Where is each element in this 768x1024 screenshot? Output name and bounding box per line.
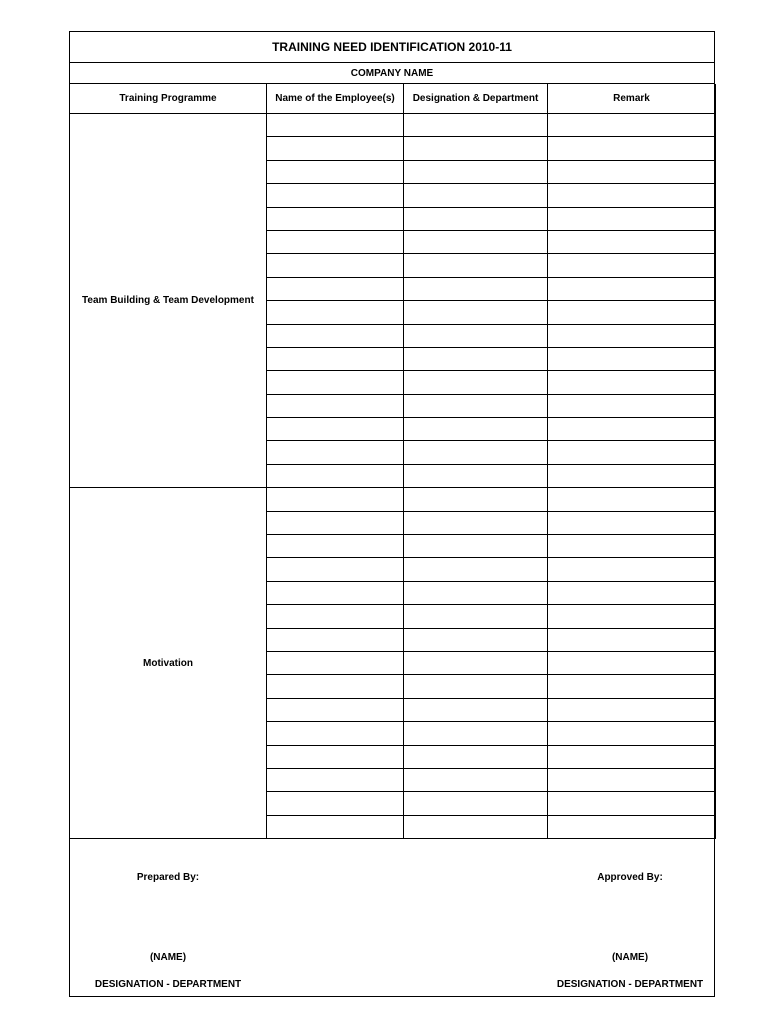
remark-cell[interactable] bbox=[548, 254, 716, 277]
employee-name-cell[interactable] bbox=[267, 441, 404, 464]
remark-cell[interactable] bbox=[548, 605, 716, 628]
remark-cell[interactable] bbox=[548, 441, 716, 464]
designation-department-cell[interactable] bbox=[404, 768, 548, 791]
remark-cell[interactable] bbox=[548, 301, 716, 324]
employee-name-cell[interactable] bbox=[267, 768, 404, 791]
designation-department-cell[interactable] bbox=[404, 160, 548, 183]
approved-by-label: Approved By: bbox=[597, 872, 663, 883]
approved-by-name: (NAME) bbox=[611, 952, 649, 963]
employee-name-cell[interactable] bbox=[267, 558, 404, 581]
designation-department-cell[interactable] bbox=[404, 324, 548, 347]
employee-name-cell[interactable] bbox=[267, 628, 404, 651]
training-need-form bbox=[69, 31, 715, 997]
remark-cell[interactable] bbox=[548, 628, 716, 651]
designation-department-cell[interactable] bbox=[404, 511, 548, 534]
designation-department-cell[interactable] bbox=[404, 464, 548, 487]
designation-department-cell[interactable] bbox=[404, 394, 548, 417]
designation-department-cell[interactable] bbox=[404, 277, 548, 300]
remark-cell[interactable] bbox=[548, 768, 716, 791]
table-row bbox=[70, 114, 716, 137]
designation-department-cell[interactable] bbox=[404, 698, 548, 721]
employee-name-cell[interactable] bbox=[267, 792, 404, 815]
employee-name-cell[interactable] bbox=[267, 371, 404, 394]
training-table bbox=[69, 84, 716, 839]
designation-department-cell[interactable] bbox=[404, 581, 548, 604]
designation-department-cell[interactable] bbox=[404, 230, 548, 253]
form-title: TRAINING NEED IDENTIFICATION 2010-11 bbox=[70, 32, 714, 63]
designation-department-cell[interactable] bbox=[404, 815, 548, 838]
designation-department-cell[interactable] bbox=[404, 675, 548, 698]
employee-name-cell[interactable] bbox=[267, 651, 404, 674]
designation-department-cell[interactable] bbox=[404, 488, 548, 511]
employee-name-cell[interactable] bbox=[267, 394, 404, 417]
prepared-by-name: (NAME) bbox=[149, 952, 187, 963]
training-programme-cell: Team Building & Team Development bbox=[70, 114, 267, 488]
remark-cell[interactable] bbox=[548, 675, 716, 698]
remark-cell[interactable] bbox=[548, 230, 716, 253]
table-row bbox=[70, 488, 716, 511]
employee-name-cell[interactable] bbox=[267, 347, 404, 370]
remark-cell[interactable] bbox=[548, 722, 716, 745]
company-name: COMPANY NAME bbox=[70, 63, 714, 84]
remark-cell[interactable] bbox=[548, 324, 716, 347]
remark-cell[interactable] bbox=[548, 137, 716, 160]
employee-name-cell[interactable] bbox=[267, 535, 404, 558]
approved-by-designation: DESIGNATION - DEPARTMENT bbox=[556, 979, 704, 990]
employee-name-cell[interactable] bbox=[267, 815, 404, 838]
designation-department-cell[interactable] bbox=[404, 745, 548, 768]
remark-cell[interactable] bbox=[548, 651, 716, 674]
remark-cell[interactable] bbox=[548, 792, 716, 815]
designation-department-cell[interactable] bbox=[404, 207, 548, 230]
designation-department-cell[interactable] bbox=[404, 558, 548, 581]
remark-cell[interactable] bbox=[548, 207, 716, 230]
signature-footer bbox=[70, 841, 714, 997]
employee-name-cell[interactable] bbox=[267, 137, 404, 160]
remark-cell[interactable] bbox=[548, 394, 716, 417]
employee-name-cell[interactable] bbox=[267, 511, 404, 534]
header-employee-name: Name of the Employee(s) bbox=[267, 84, 404, 114]
designation-department-cell[interactable] bbox=[404, 254, 548, 277]
training-programme-cell: Motivation bbox=[70, 488, 267, 839]
employee-name-cell[interactable] bbox=[267, 230, 404, 253]
employee-name-cell[interactable] bbox=[267, 207, 404, 230]
employee-name-cell[interactable] bbox=[267, 114, 404, 137]
employee-name-cell[interactable] bbox=[267, 277, 404, 300]
employee-name-cell[interactable] bbox=[267, 745, 404, 768]
designation-department-cell[interactable] bbox=[404, 441, 548, 464]
employee-name-cell[interactable] bbox=[267, 418, 404, 441]
employee-name-cell[interactable] bbox=[267, 464, 404, 487]
employee-name-cell[interactable] bbox=[267, 184, 404, 207]
employee-name-cell[interactable] bbox=[267, 581, 404, 604]
table-header-row bbox=[70, 84, 716, 114]
designation-department-cell[interactable] bbox=[404, 651, 548, 674]
employee-name-cell[interactable] bbox=[267, 605, 404, 628]
employee-name-cell[interactable] bbox=[267, 488, 404, 511]
employee-name-cell[interactable] bbox=[267, 698, 404, 721]
remark-cell[interactable] bbox=[548, 277, 716, 300]
remark-cell[interactable] bbox=[548, 815, 716, 838]
prepared-by-designation: DESIGNATION - DEPARTMENT bbox=[94, 979, 242, 990]
designation-department-cell[interactable] bbox=[404, 371, 548, 394]
employee-name-cell[interactable] bbox=[267, 722, 404, 745]
header-remark: Remark bbox=[548, 84, 716, 114]
designation-department-cell[interactable] bbox=[404, 722, 548, 745]
designation-department-cell[interactable] bbox=[404, 792, 548, 815]
designation-department-cell[interactable] bbox=[404, 605, 548, 628]
designation-department-cell[interactable] bbox=[404, 628, 548, 651]
remark-cell[interactable] bbox=[548, 464, 716, 487]
employee-name-cell[interactable] bbox=[267, 324, 404, 347]
designation-department-cell[interactable] bbox=[404, 535, 548, 558]
designation-department-cell[interactable] bbox=[404, 184, 548, 207]
remark-cell[interactable] bbox=[548, 511, 716, 534]
remark-cell[interactable] bbox=[548, 488, 716, 511]
remark-cell[interactable] bbox=[548, 535, 716, 558]
employee-name-cell[interactable] bbox=[267, 160, 404, 183]
designation-department-cell[interactable] bbox=[404, 418, 548, 441]
employee-name-cell[interactable] bbox=[267, 301, 404, 324]
header-training-programme: Training Programme bbox=[70, 84, 267, 114]
designation-department-cell[interactable] bbox=[404, 137, 548, 160]
remark-cell[interactable] bbox=[548, 114, 716, 137]
remark-cell[interactable] bbox=[548, 745, 716, 768]
employee-name-cell[interactable] bbox=[267, 675, 404, 698]
remark-cell[interactable] bbox=[548, 698, 716, 721]
header-designation-department: Designation & Department bbox=[404, 84, 548, 114]
designation-department-cell[interactable] bbox=[404, 347, 548, 370]
remark-cell[interactable] bbox=[548, 371, 716, 394]
remark-cell[interactable] bbox=[548, 184, 716, 207]
remark-cell[interactable] bbox=[548, 347, 716, 370]
designation-department-cell[interactable] bbox=[404, 301, 548, 324]
designation-department-cell[interactable] bbox=[404, 114, 548, 137]
remark-cell[interactable] bbox=[548, 558, 716, 581]
employee-name-cell[interactable] bbox=[267, 254, 404, 277]
remark-cell[interactable] bbox=[548, 160, 716, 183]
remark-cell[interactable] bbox=[548, 418, 716, 441]
prepared-by-label: Prepared By: bbox=[136, 872, 200, 883]
remark-cell[interactable] bbox=[548, 581, 716, 604]
